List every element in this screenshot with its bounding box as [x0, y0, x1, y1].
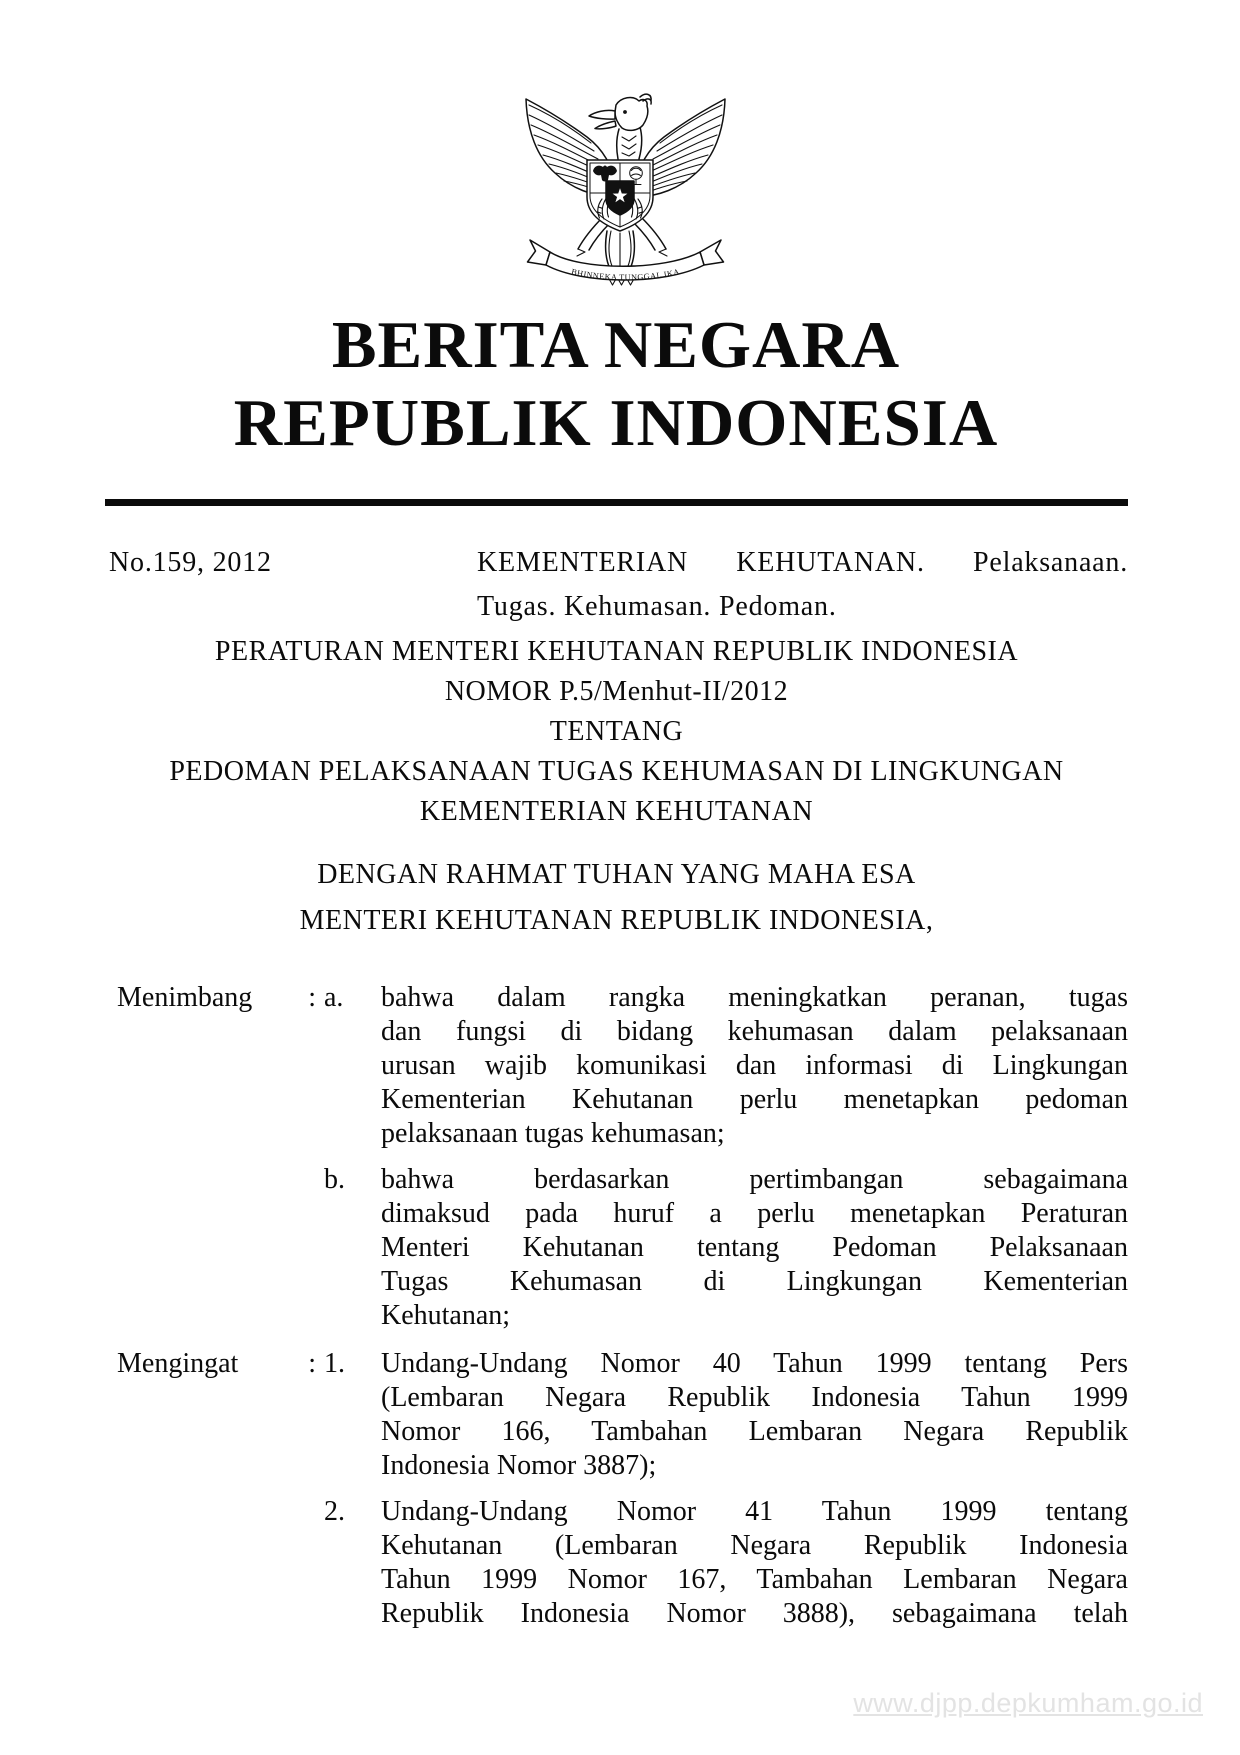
- clause-item-text: [381, 1347, 1128, 1483]
- subject-index: [477, 541, 1128, 629]
- clause-item-marker: 1.: [324, 1348, 345, 1379]
- pancasila-shield-icon: [587, 160, 653, 231]
- authority-line: MENTERI KEHUTANAN REPUBLIK INDONESIA,: [299, 905, 934, 936]
- text-line: pelaksanaan tugas kehumasan;: [381, 1118, 725, 1149]
- clause-item-marker: b.: [324, 1164, 345, 1195]
- garuda-pancasila-emblem: [523, 85, 728, 290]
- neck-icon: [617, 127, 642, 159]
- site-watermark: www.djpp.depkumham.go.id: [853, 1688, 1203, 1718]
- text-line: Undang-Undang Nomor 41 Tahun 1999 tentang: [381, 1496, 1128, 1527]
- text-line: Republik Indonesia Nomor 3888), sebagaimana telah: [381, 1598, 1128, 1629]
- clause-row-menimbang-a: [105, 981, 1128, 1151]
- text-line: (Lembaran Negara Republik Indonesia Tahun 1999: [381, 1382, 1128, 1413]
- clause-item-marker: 2.: [324, 1496, 345, 1527]
- masthead-title: [104, 306, 1128, 462]
- text-line: Menteri Kehutanan tentang Pedoman Pelaksanaan: [381, 1232, 1128, 1263]
- clause-label: [105, 981, 324, 1015]
- text-line: bahwa berdasarkan pertimbangan sebagaimana: [381, 1164, 1128, 1195]
- clause-label-colon: :: [308, 982, 316, 1013]
- clause-item-text: [381, 981, 1128, 1151]
- masthead-title-line2: REPUBLIK INDONESIA: [233, 386, 999, 460]
- text-line: Indonesia Nomor 3887);: [381, 1450, 657, 1481]
- text-line: bahwa dalam rangka meningkatkan peranan, tugas: [381, 982, 1128, 1013]
- text-line: Kehutanan (Lembaran Negara Republik Indonesia: [381, 1530, 1128, 1561]
- clause-item-text: [381, 1495, 1128, 1631]
- issue-number: No.159, 2012: [109, 547, 272, 578]
- clause-label: [105, 1347, 324, 1381]
- clause-row-mengingat-1: [105, 1347, 1128, 1483]
- regulation-about-line2: KEMENTERIAN KEHUTANAN: [419, 796, 814, 827]
- regulation-title: PERATURAN MENTERI KEHUTANAN REPUBLIK INDONESIA: [214, 636, 1019, 667]
- text-line: dan fungsi di bidang kehumasan dalam pelaksanaan: [381, 1016, 1128, 1047]
- regulation-heading: [105, 632, 1128, 832]
- text-line: Kementerian Kehutanan perlu menetapkan pedoman: [381, 1084, 1128, 1115]
- clause-label-colon: :: [308, 1348, 316, 1379]
- eagle-head-icon: [589, 94, 651, 130]
- masthead-rule: [105, 499, 1128, 506]
- regulation-about-line1: PEDOMAN PELAKSANAAN TUGAS KEHUMASAN DI LINGKUNGAN: [169, 756, 1064, 787]
- regulation-number: NOMOR P.5/Menhut-II/2012: [444, 676, 789, 707]
- text-line: Undang-Undang Nomor 40 Tahun 1999 tentang Pers: [381, 1348, 1128, 1379]
- clause-label-text: Menimbang: [117, 982, 253, 1013]
- masthead-title-line1: BERITA NEGARA: [331, 308, 901, 382]
- regulation-about-label: TENTANG: [549, 716, 684, 747]
- text-line: dimaksud pada huruf a perlu menetapkan Peraturan: [381, 1198, 1128, 1229]
- text-line: Tahun 1999 Nomor 167, Tambahan Lembaran Negara: [381, 1564, 1128, 1595]
- invocation-line: DENGAN RAHMAT TUHAN YANG MAHA ESA: [317, 859, 916, 890]
- text-line: urusan wajib komunikasi dan informasi di Lingkungan: [381, 1050, 1128, 1081]
- clauses-block: [105, 981, 1128, 1631]
- emblem-motto: BHINNEKA TUNGGAL IKA: [570, 267, 681, 283]
- text-line: Kehutanan;: [381, 1300, 511, 1331]
- clause-row-mengingat-2: [105, 1495, 1128, 1631]
- clause-label-text: Mengingat: [117, 1348, 239, 1379]
- clause-item-text: [381, 1163, 1128, 1333]
- clause-row-menimbang-b: [105, 1163, 1128, 1333]
- text-line: Tugas Kehumasan di Lingkungan Kementerian: [381, 1266, 1128, 1297]
- text-line: Nomor 166, Tambahan Lembaran Negara Republik: [381, 1416, 1128, 1447]
- invocation-block: [105, 852, 1128, 944]
- issue-meta-row: [105, 541, 1128, 629]
- text-line: KEMENTERIAN KEHUTANAN. Pelaksanaan.: [477, 547, 1128, 578]
- text-line: Tugas. Kehumasan. Pedoman.: [477, 591, 837, 622]
- clause-item-marker: a.: [324, 982, 344, 1013]
